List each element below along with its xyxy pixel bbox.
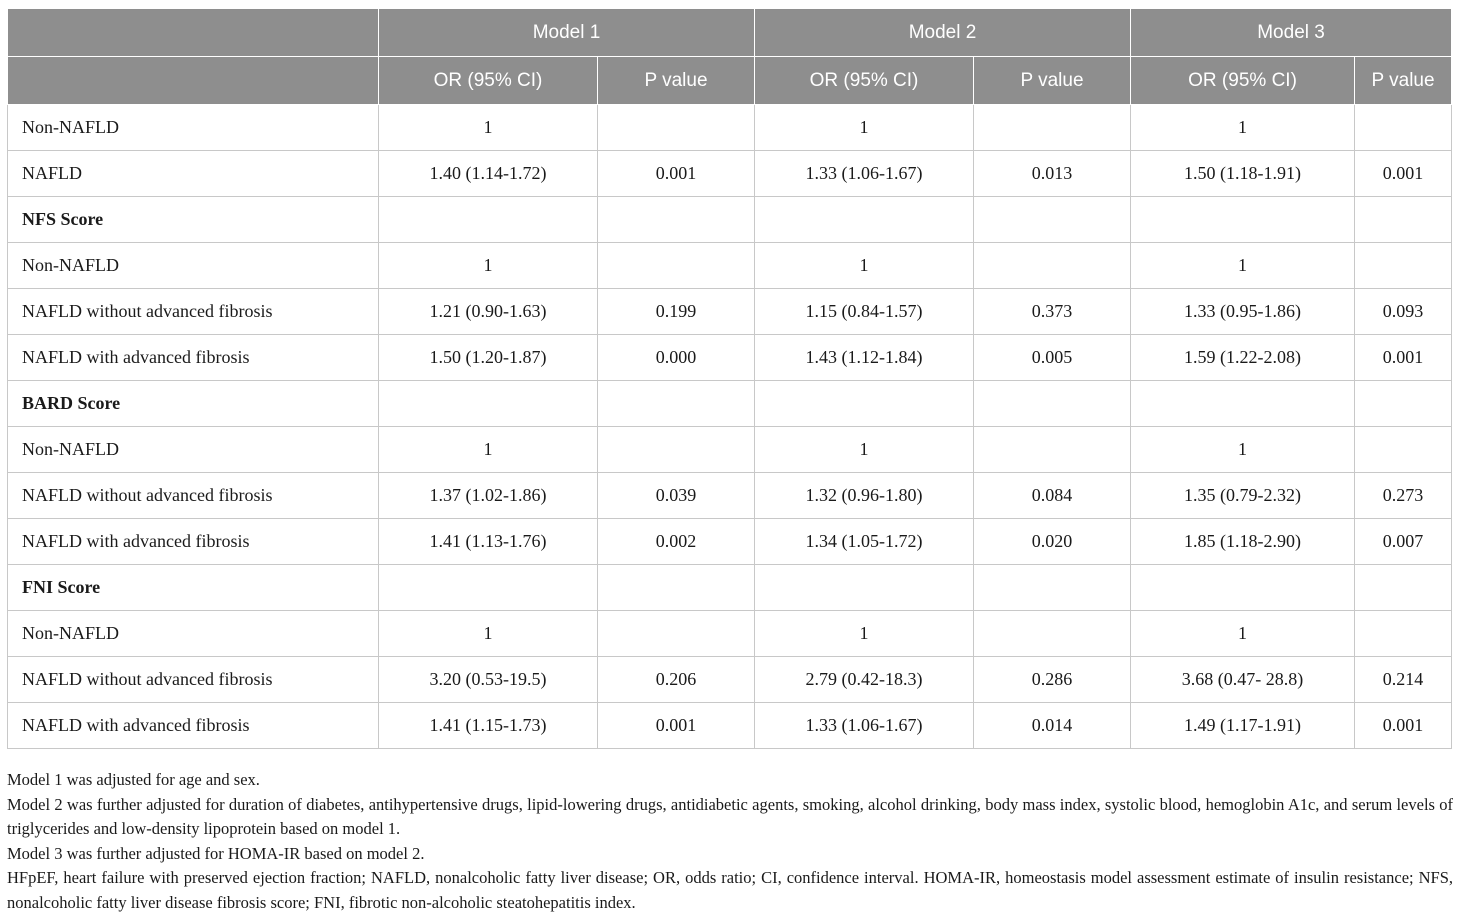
table-row	[8, 243, 1452, 289]
table-row	[8, 703, 1452, 749]
cell-m2-or: 1.34 (1.05-1.72)	[755, 519, 974, 565]
cell-m3-p	[1355, 197, 1452, 243]
cell-m1-p	[598, 427, 755, 473]
cell-m1-or: 1	[379, 611, 598, 657]
row-label: NAFLD without advanced fibrosis	[8, 289, 379, 335]
cell-m3-or: 3.68 (0.47- 28.8)	[1131, 657, 1355, 703]
cell-m3-p	[1355, 381, 1452, 427]
cell-m2-p: 0.014	[974, 703, 1131, 749]
row-label: NAFLD with advanced fibrosis	[8, 519, 379, 565]
cell-m2-or: 1	[755, 243, 974, 289]
cell-m3-p	[1355, 427, 1452, 473]
cell-m2-p: 0.084	[974, 473, 1131, 519]
cell-m2-p	[974, 197, 1131, 243]
cell-m1-or: 1	[379, 427, 598, 473]
cell-m2-or: 1.33 (1.06-1.67)	[755, 151, 974, 197]
header-row-columns	[8, 57, 1452, 105]
cell-m2-or: 1	[755, 427, 974, 473]
cell-m1-or: 1.21 (0.90-1.63)	[379, 289, 598, 335]
header-model-1: Model 1	[379, 9, 755, 57]
cell-m2-p	[974, 611, 1131, 657]
section-label: BARD Score	[8, 381, 379, 427]
cell-m2-p	[974, 427, 1131, 473]
cell-m3-p: 0.001	[1355, 335, 1452, 381]
cell-m2-p	[974, 105, 1131, 151]
cell-m3-or: 1	[1131, 427, 1355, 473]
cell-m3-or	[1131, 381, 1355, 427]
cell-m1-p: 0.000	[598, 335, 755, 381]
cell-m2-p: 0.286	[974, 657, 1131, 703]
cell-m2-or: 1	[755, 105, 974, 151]
table-row	[8, 657, 1452, 703]
cell-m2-p: 0.005	[974, 335, 1131, 381]
cell-m3-p: 0.214	[1355, 657, 1452, 703]
header-or-model-1: OR (95% CI)	[379, 57, 598, 105]
cell-m2-p: 0.020	[974, 519, 1131, 565]
cell-m3-p: 0.273	[1355, 473, 1452, 519]
table-row	[8, 473, 1452, 519]
cell-m3-p: 0.001	[1355, 151, 1452, 197]
cell-m1-or: 1	[379, 105, 598, 151]
table-row	[8, 151, 1452, 197]
footnotes	[7, 768, 1453, 915]
section-row	[8, 197, 1452, 243]
footnote-model-3: Model 3 was further adjusted for HOMA-IR based on model 2.	[7, 843, 425, 863]
row-label: NAFLD with advanced fibrosis	[8, 703, 379, 749]
row-label: NAFLD without advanced fibrosis	[8, 473, 379, 519]
cell-m2-or	[755, 565, 974, 611]
row-label: Non-NAFLD	[8, 611, 379, 657]
cell-m1-or: 1.41 (1.15-1.73)	[379, 703, 598, 749]
cell-m3-or: 1.33 (0.95-1.86)	[1131, 289, 1355, 335]
header-empty-cell	[8, 9, 379, 57]
section-row	[8, 565, 1452, 611]
row-label: Non-NAFLD	[8, 105, 379, 151]
cell-m1-p: 0.039	[598, 473, 755, 519]
header-model-3: Model 3	[1131, 9, 1452, 57]
row-label: NAFLD	[8, 151, 379, 197]
cell-m3-p	[1355, 105, 1452, 151]
cell-m2-p: 0.013	[974, 151, 1131, 197]
cell-m1-p	[598, 243, 755, 289]
cell-m2-or: 1.15 (0.84-1.57)	[755, 289, 974, 335]
section-label: FNI Score	[8, 565, 379, 611]
results-table	[7, 8, 1452, 749]
table-row	[8, 289, 1452, 335]
cell-m2-p: 0.373	[974, 289, 1131, 335]
footnote-abbreviations: HFpEF, heart failure with preserved ejection fraction; NAFLD, nonalcoholic fatty liver disease; OR, odds ratio; CI, confidence interval. HOMA-IR, homeostasis model assessment estimate of insulin resistance; NFS, nonalcoholic fatty liver disease fibrosis score; FNI, fibrotic non-alcoholic steatohepatitis index.	[7, 868, 1453, 912]
cell-m3-p: 0.093	[1355, 289, 1452, 335]
header-p-model-3: P value	[1355, 57, 1452, 105]
table-row	[8, 335, 1452, 381]
cell-m1-or: 3.20 (0.53-19.5)	[379, 657, 598, 703]
cell-m3-p	[1355, 565, 1452, 611]
cell-m2-p	[974, 243, 1131, 289]
header-or-model-2: OR (95% CI)	[755, 57, 974, 105]
header-p-model-1: P value	[598, 57, 755, 105]
header-row-models	[8, 9, 1452, 57]
cell-m3-p	[1355, 611, 1452, 657]
cell-m3-or	[1131, 565, 1355, 611]
row-label: Non-NAFLD	[8, 427, 379, 473]
cell-m2-or	[755, 381, 974, 427]
cell-m2-p	[974, 565, 1131, 611]
cell-m3-or: 1	[1131, 105, 1355, 151]
cell-m1-or	[379, 197, 598, 243]
header-p-model-2: P value	[974, 57, 1131, 105]
cell-m1-p	[598, 197, 755, 243]
cell-m1-p	[598, 105, 755, 151]
cell-m1-p: 0.001	[598, 703, 755, 749]
cell-m3-p	[1355, 243, 1452, 289]
section-row	[8, 381, 1452, 427]
cell-m1-or	[379, 381, 598, 427]
cell-m1-or: 1.40 (1.14-1.72)	[379, 151, 598, 197]
section-label: NFS Score	[8, 197, 379, 243]
cell-m3-or: 1.49 (1.17-1.91)	[1131, 703, 1355, 749]
cell-m1-p	[598, 611, 755, 657]
cell-m3-or: 1	[1131, 611, 1355, 657]
cell-m2-or	[755, 197, 974, 243]
cell-m3-or: 1.85 (1.18-2.90)	[1131, 519, 1355, 565]
cell-m2-p	[974, 381, 1131, 427]
footnote-model-1: Model 1 was adjusted for age and sex.	[7, 770, 260, 789]
cell-m1-p: 0.001	[598, 151, 755, 197]
cell-m2-or: 1.43 (1.12-1.84)	[755, 335, 974, 381]
header-empty-cell	[8, 57, 379, 105]
cell-m3-p: 0.007	[1355, 519, 1452, 565]
cell-m1-p	[598, 565, 755, 611]
row-label: NAFLD without advanced fibrosis	[8, 657, 379, 703]
table-row	[8, 427, 1452, 473]
cell-m2-or: 1.33 (1.06-1.67)	[755, 703, 974, 749]
cell-m3-or: 1.35 (0.79-2.32)	[1131, 473, 1355, 519]
header-or-model-3: OR (95% CI)	[1131, 57, 1355, 105]
table-row	[8, 611, 1452, 657]
table-row	[8, 105, 1452, 151]
table-body	[8, 105, 1452, 749]
cell-m2-or: 1	[755, 611, 974, 657]
footnote-model-2: Model 2 was further adjusted for duration of diabetes, antihypertensive drugs, lipid-lowering drugs, antidiabetic agents, smoking, alcohol drinking, body mass index, systolic blood, hemoglobin A1c, and serum levels of triglycerides and low-density lipoprotein based on model 1.	[7, 794, 1453, 838]
header-model-2: Model 2	[755, 9, 1131, 57]
cell-m1-or: 1.41 (1.13-1.76)	[379, 519, 598, 565]
cell-m1-or: 1.37 (1.02-1.86)	[379, 473, 598, 519]
cell-m3-or	[1131, 197, 1355, 243]
cell-m2-or: 2.79 (0.42-18.3)	[755, 657, 974, 703]
cell-m3-p: 0.001	[1355, 703, 1452, 749]
cell-m1-p	[598, 381, 755, 427]
cell-m1-or: 1.50 (1.20-1.87)	[379, 335, 598, 381]
cell-m1-p: 0.199	[598, 289, 755, 335]
cell-m1-or: 1	[379, 243, 598, 289]
cell-m3-or: 1.50 (1.18-1.91)	[1131, 151, 1355, 197]
cell-m1-p: 0.002	[598, 519, 755, 565]
cell-m3-or: 1	[1131, 243, 1355, 289]
cell-m1-p: 0.206	[598, 657, 755, 703]
cell-m3-or: 1.59 (1.22-2.08)	[1131, 335, 1355, 381]
cell-m2-or: 1.32 (0.96-1.80)	[755, 473, 974, 519]
table-row	[8, 519, 1452, 565]
row-label: Non-NAFLD	[8, 243, 379, 289]
row-label: NAFLD with advanced fibrosis	[8, 335, 379, 381]
cell-m1-or	[379, 565, 598, 611]
